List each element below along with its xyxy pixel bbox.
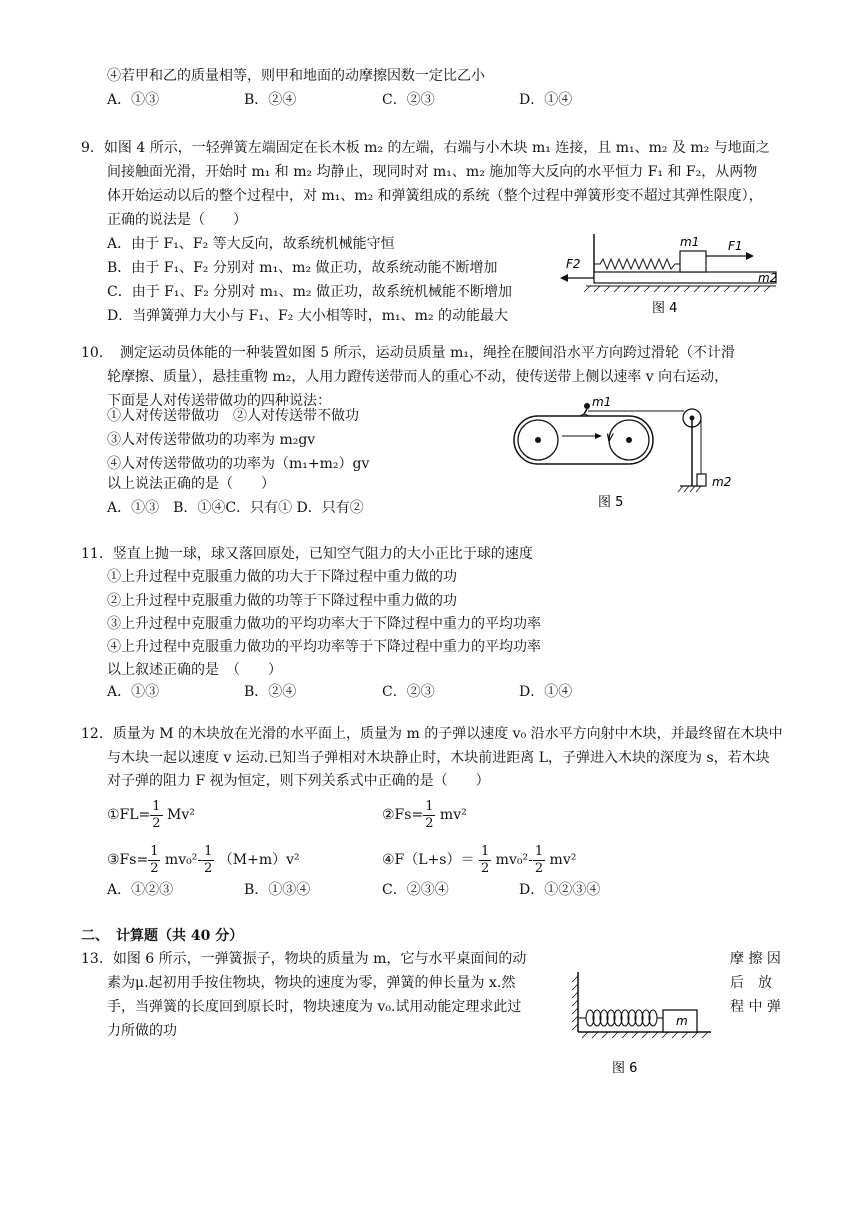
fig5-caption: 图 5: [598, 495, 624, 510]
q12-option-c: C．②③④: [382, 882, 449, 898]
q12-equation-2: ②Fs= $\frac{1}{2}$ mv²: [382, 798, 467, 831]
q9-stem-line4: 正确的说法是（ ）: [107, 212, 247, 228]
q8-option-d: D．①④: [519, 92, 573, 108]
fig6-caption: 图 6: [612, 1061, 638, 1076]
q11-option-c: C．②③: [382, 684, 435, 700]
q11-prompt: 以上叙述正确的是 （ ）: [107, 662, 282, 678]
q13-line1: 13．如图 6 所示，一弹簧振子，物块的质量为 m，它与水平桌面间的动: [81, 951, 527, 967]
fig4-label-f1: F1: [728, 239, 743, 253]
fig4-caption: 图 4: [652, 301, 678, 316]
q8-statement-4: ④若甲和乙的质量相等，则甲和地面的动摩擦因数一定比乙小: [107, 68, 485, 84]
q11-option-d: D．①④: [519, 684, 573, 700]
q8-option-a: A．①③: [107, 92, 160, 108]
fraction-half: $\frac{1}{2}$: [480, 843, 490, 876]
q12-option-a: A．①②③: [107, 882, 174, 898]
fig4-label-m2: m2: [758, 271, 778, 285]
q11-statement-4: ④上升过程中克服重力做功的平均功率等于下降过程中重力的平均功率: [107, 639, 541, 655]
q10-statement-3: ③人对传送带做功的功率为 m₂gv: [107, 432, 316, 448]
q12-option-b: B．①③④: [244, 882, 311, 898]
fig5-label-m1: m1: [592, 395, 612, 409]
q10-stem-line2: 轮摩擦、质量），悬挂重物 m₂，人用力蹬传送带而人的重心不动，使传送带上侧以速率 v 向右运动，: [107, 369, 729, 385]
fig4-label-m1: m1: [680, 235, 700, 249]
q13-right-fragment-3: 程 中 弹: [730, 999, 781, 1015]
q13-right-fragment-1: 摩 擦 因: [730, 951, 781, 967]
fig6-label-m: m: [676, 1014, 688, 1028]
q12-option-d: D．①②③④: [519, 882, 601, 898]
fraction-half: $\frac{1}{2}$: [204, 843, 213, 876]
q9-stem-line2: 间接触面光滑，开始时 m₁ 和 m₂ 均静止，现同时对 m₁、m₂ 施加等大反向的水平恒力 F₁ 和 F₂，从两物: [107, 164, 758, 180]
q13-line2: 素为μ.起初用手按住物块，物块的速度为零，弹簧的伸长量为 x.然: [107, 975, 516, 991]
q12-equation-1: ①FL= $\frac{1}{2}$ Mv²: [107, 798, 195, 831]
q11-stem: 11．竖直上抛一球，球又落回原处，已知空气阻力的大小正比于球的速度: [81, 546, 533, 562]
q11-option-b: B．②④: [244, 684, 297, 700]
q11-option-a: A．①③: [107, 684, 160, 700]
q10-prompt: 以上说法正确的是（ ）: [107, 476, 275, 492]
fig5-label-m2: m2: [712, 475, 732, 489]
q10-statement-4: ④人对传送带做功的功率为（m₁+m₂）gv: [107, 456, 370, 472]
q12-equation-4: ④F（L+s）＝ $\frac{1}{2}$ mv₀²- $\frac{1}{2}$ mv²: [382, 843, 577, 876]
q9-option-d: D．当弹簧弹力大小与 F₁、F₂ 大小相等时，m₁、m₂ 的动能最大: [107, 308, 509, 324]
q9-option-b: B．由于 F₁、F₂ 分别对 m₁、m₂ 做正功，故系统动能不断增加: [107, 260, 498, 276]
fig5-label-v: v: [606, 430, 614, 445]
fraction-half: $\frac{1}{2}$: [150, 843, 159, 876]
q12-stem-line3: 对子弹的阻力 F 视为恒定，则下列关系式中正确的是（ ）: [107, 773, 490, 789]
figure-5-conveyor: [512, 394, 747, 514]
q12-stem-line1: 12．质量为 M 的木块放在光滑的水平面上，质量为 m 的子弹以速度 v₀ 沿水平方向射中木块，并最终留在木块中: [81, 726, 783, 742]
q8-option-b: B．②④: [244, 92, 297, 108]
q8-option-c: C．②③: [382, 92, 435, 108]
q13-line3: 手，当弹簧的长度回到原长时，物块速度为 v₀.试用动能定理求此过: [107, 999, 522, 1015]
figure-4-spring-block: [560, 228, 785, 320]
q9-stem-line1: 9．如图 4 所示，一轻弹簧左端固定在长木板 m₂ 的左端，右端与小木块 m₁ 连接，且 m₁、m₂ 及 m₂ 与地面之: [81, 140, 770, 156]
fig4-label-f2: F2: [566, 257, 581, 271]
q13-line4: 力所做的功: [107, 1023, 177, 1039]
q13-right-fragment-2: 后 放: [730, 975, 772, 991]
q10-stem-line3: 下面是人对传送带做功的四种说法：: [107, 393, 331, 409]
fraction-half: $\frac{1}{2}$: [152, 798, 161, 831]
q10-statement-1-2: ①人对传送带做功 ②人对传送带不做功: [107, 408, 359, 424]
q11-statement-3: ③上升过程中克服重力做功的平均功率大于下降过程中重力的平均功率: [107, 616, 541, 632]
q10-stem-line1: 10． 测定运动员体能的一种装置如图 5 所示，运动员质量 m₁，绳拴在腰间沿水平方向跨过滑轮（不计滑: [81, 345, 735, 361]
fraction-half: $\frac{1}{2}$: [425, 798, 434, 831]
figure-6-spring-oscillator: [566, 966, 726, 1078]
q10-options: A．①③ B．①④C．只有① D．只有②: [107, 500, 364, 516]
q12-equation-3: ③Fs= $\frac{1}{2}$ mv₀²- $\frac{1}{2}$ （M+m）v²: [107, 843, 300, 876]
q11-statement-2: ②上升过程中克服重力做的功等于下降过程中重力做的功: [107, 593, 457, 609]
q9-option-c: C．由于 F₁、F₂ 分别对 m₁、m₂ 做正功，故系统机械能不断增加: [107, 284, 512, 300]
q11-statement-1: ①上升过程中克服重力做的功大于下降过程中重力做的功: [107, 569, 457, 585]
q9-option-a: A．由于 F₁、F₂ 等大反向，故系统机械能守恒: [107, 236, 395, 252]
q12-stem-line2: 与木块一起以速度 v 运动.已知当子弹相对木块静止时，木块前进距离 L，子弹进入木块的深度为 s，若木块: [107, 750, 770, 766]
fraction-half: $\frac{1}{2}$: [534, 843, 544, 876]
section-2-heading: 二、 计算题（共 40 分）: [81, 928, 244, 944]
q9-stem-line3: 体开始运动以后的整个过程中，对 m₁、m₂ 和弹簧组成的系统（整个过程中弹簧形变不超过其弹性限度），: [107, 188, 763, 204]
